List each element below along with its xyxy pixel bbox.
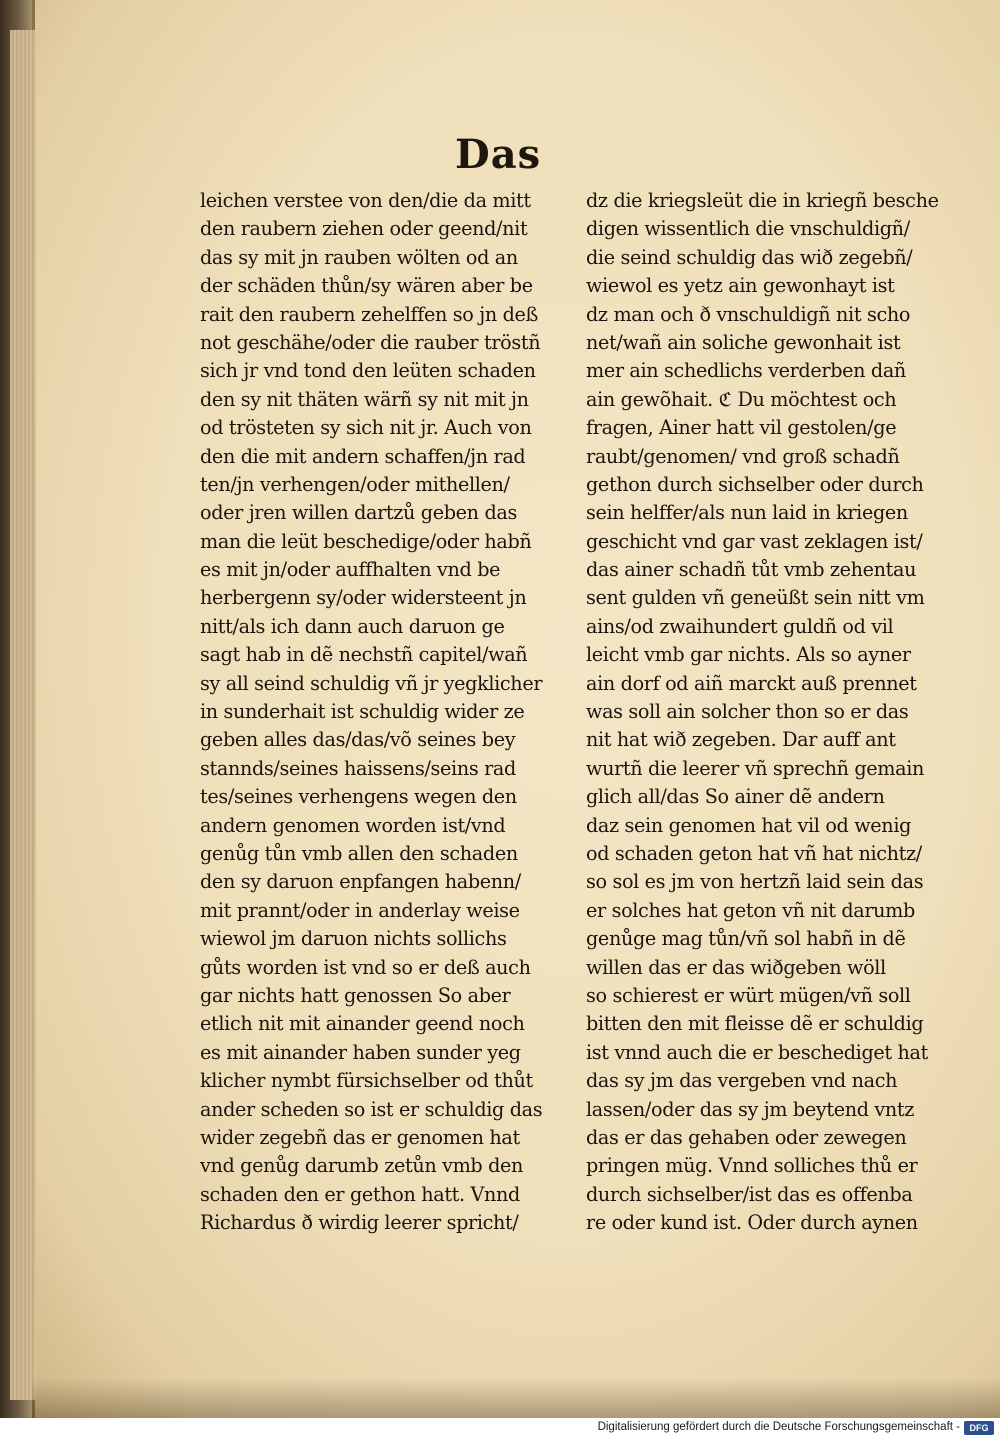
text-line: nit hat wið zegeben. Dar auff ant <box>586 728 896 752</box>
text-line: mer ain schedlichs verderben dañ <box>586 359 906 383</box>
text-line: das ainer schadñ tůt vmb zehentau <box>586 558 917 582</box>
text-line: durch sichselber/ist das es offenba <box>586 1182 913 1206</box>
text-line: ander scheden so ist er schuldig das <box>200 1097 543 1121</box>
text-line: den sy daruon enpfangen habenn/ <box>200 870 521 894</box>
text-line: den sy nit thäten wärñ sy nit mit jn <box>200 387 529 411</box>
text-line: die seind schuldig das wið zegebñ/ <box>586 245 913 269</box>
text-line: pringen müg. Vnnd solliches thů er <box>586 1154 918 1178</box>
text-line: was soll ain solcher thon so er das <box>586 700 909 724</box>
text-line: genůg tůn vmb allen den schaden <box>200 841 518 865</box>
text-line: Richardus ð wirdig leerer spricht/ <box>200 1211 519 1235</box>
text-line: wiewol jm daruon nichts sollichs <box>200 927 507 951</box>
text-line: sein helffer/als nun laid in kriegen <box>586 501 908 525</box>
text-line: es mit ainander haben sunder yeg <box>200 1040 521 1064</box>
left-text-column <box>200 187 572 1237</box>
text-line: digen wissentlich die vnschuldigñ/ <box>586 217 910 241</box>
text-line: oder jren willen dartzů geben das <box>200 501 517 525</box>
text-line: not geschähe/oder die rauber tröstñ <box>200 330 541 354</box>
text-line: das sy mit jn rauben wölten od an <box>200 245 518 269</box>
text-line: gethon durch sichselber oder durch <box>586 472 924 496</box>
text-line: glich all/das So ainer dẽ andern <box>586 785 885 809</box>
text-line: klicher nymbt fürsichselber od thůt <box>200 1069 533 1093</box>
text-line: daz sein genomen hat vil od wenig <box>586 813 912 837</box>
text-line: dz man och ð vnschuldigñ nit scho <box>586 302 911 326</box>
page-edges <box>10 30 36 1400</box>
text-line: wider zegebñ das er genomen hat <box>200 1125 520 1149</box>
text-line: wurtñ die leerer vñ sprechñ gemain <box>586 756 925 780</box>
text-line: mit prannt/oder in anderlay weise <box>200 898 520 922</box>
text-line: leicht vmb gar nichts. Als so ayner <box>586 643 911 667</box>
text-line: ain dorf od aiñ marckt auß prennet <box>586 671 917 695</box>
text-line: od trösteten sy sich nit jr. Auch von <box>200 416 532 440</box>
text-line: fragen, Ainer hatt vil gestolen/ge <box>586 416 897 440</box>
dfg-logo: DFG <box>964 1421 994 1435</box>
text-line: er solches hat geton vñ nit darumb <box>586 898 915 922</box>
text-line: das er das gehaben oder zewegen <box>586 1125 907 1149</box>
text-line: ten/jn verhengen/oder mithellen/ <box>200 472 510 496</box>
bottom-shadow <box>32 1378 1000 1418</box>
right-text-column <box>586 187 950 1237</box>
text-line: rait den raubern zehelffen so jn deß <box>200 302 538 326</box>
text-line: den raubern ziehen oder geend/nit <box>200 217 528 241</box>
text-line: re oder kund ist. Oder durch aynen <box>586 1211 918 1235</box>
text-line: der schäden thůn/sy wären aber be <box>200 274 533 298</box>
text-line: bitten den mit fleisse dẽ er schuldig <box>586 1012 924 1036</box>
text-line: nitt/als ich dann auch daruon ge <box>200 614 505 638</box>
text-line: genůge mag tůn/vñ sol habñ in dẽ <box>586 927 906 951</box>
text-line: es mit jn/oder auffhalten vnd be <box>200 558 501 582</box>
text-line: willen das er das wiðgeben wöll <box>586 955 886 979</box>
text-line: stannds/seines haissens/seins rad <box>200 756 516 780</box>
text-line: sich jr vnd tond den leüten schaden <box>200 359 536 383</box>
footer-credit: Digitalisierung gefördert durch die Deutsche Forschungsgemeinschaft - <box>597 1421 960 1433</box>
text-line: sagt hab in dẽ nechstñ capitel/wañ <box>200 643 528 667</box>
text-line: den die mit andern schaffen/jn rad <box>200 444 526 468</box>
text-line: in sunderhait ist schuldig wider ze <box>200 700 525 724</box>
text-line: geschicht vnd gar vast zeklagen ist/ <box>586 529 923 553</box>
text-line: od schaden geton hat vñ hat nichtz/ <box>586 841 922 865</box>
text-line: ain gewõhait. ℭ Du möchtest och <box>586 387 897 411</box>
text-line: herbergenn sy/oder widersteent jn <box>200 586 527 610</box>
text-line: leichen verstee von den/die da mitt <box>200 189 531 212</box>
text-line: geben alles das/das/võ seines bey <box>200 728 516 752</box>
text-line: lassen/oder das sy jm beytend vntz <box>586 1097 915 1121</box>
text-line: gar nichts hatt genossen So aber <box>200 983 511 1007</box>
text-line: dz die kriegsleüt die in kriegñ besche <box>586 189 939 212</box>
text-line: sy all seind schuldig vñ jr yegklicher <box>200 671 543 695</box>
running-head: Das <box>455 131 542 178</box>
text-line: andern genomen worden ist/vnd <box>200 813 506 837</box>
text-line: net/wañ ain soliche gewonhait ist <box>586 330 901 354</box>
text-line: so schierest er würt mügen/vñ soll <box>586 983 911 1007</box>
text-line: man die leüt beschedige/oder habñ <box>200 529 532 553</box>
text-line: wiewol es yetz ain gewonhayt ist <box>586 274 895 298</box>
text-line: ains/od zwaihundert guldñ od vil <box>586 614 894 638</box>
text-line: sent gulden vñ geneüßt sein nitt vm <box>586 586 925 610</box>
text-line: gůts worden ist vnd so er deß auch <box>200 955 531 979</box>
text-line: etlich nit mit ainander geend noch <box>200 1012 525 1036</box>
text-line: ist vnnd auch die er beschediget hat <box>586 1040 928 1064</box>
text-line: raubt/genomen/ vnd groß schadñ <box>586 444 900 468</box>
text-line: das sy jm das vergeben vnd nach <box>586 1069 898 1093</box>
text-line: schaden den er gethon hatt. Vnnd <box>200 1182 520 1206</box>
text-line: so sol es jm von hertzñ laid sein das <box>586 870 924 894</box>
text-line: vnd genůg darumb zetůn vmb den <box>200 1154 524 1178</box>
text-line: tes/seines verhengens wegen den <box>200 785 517 809</box>
